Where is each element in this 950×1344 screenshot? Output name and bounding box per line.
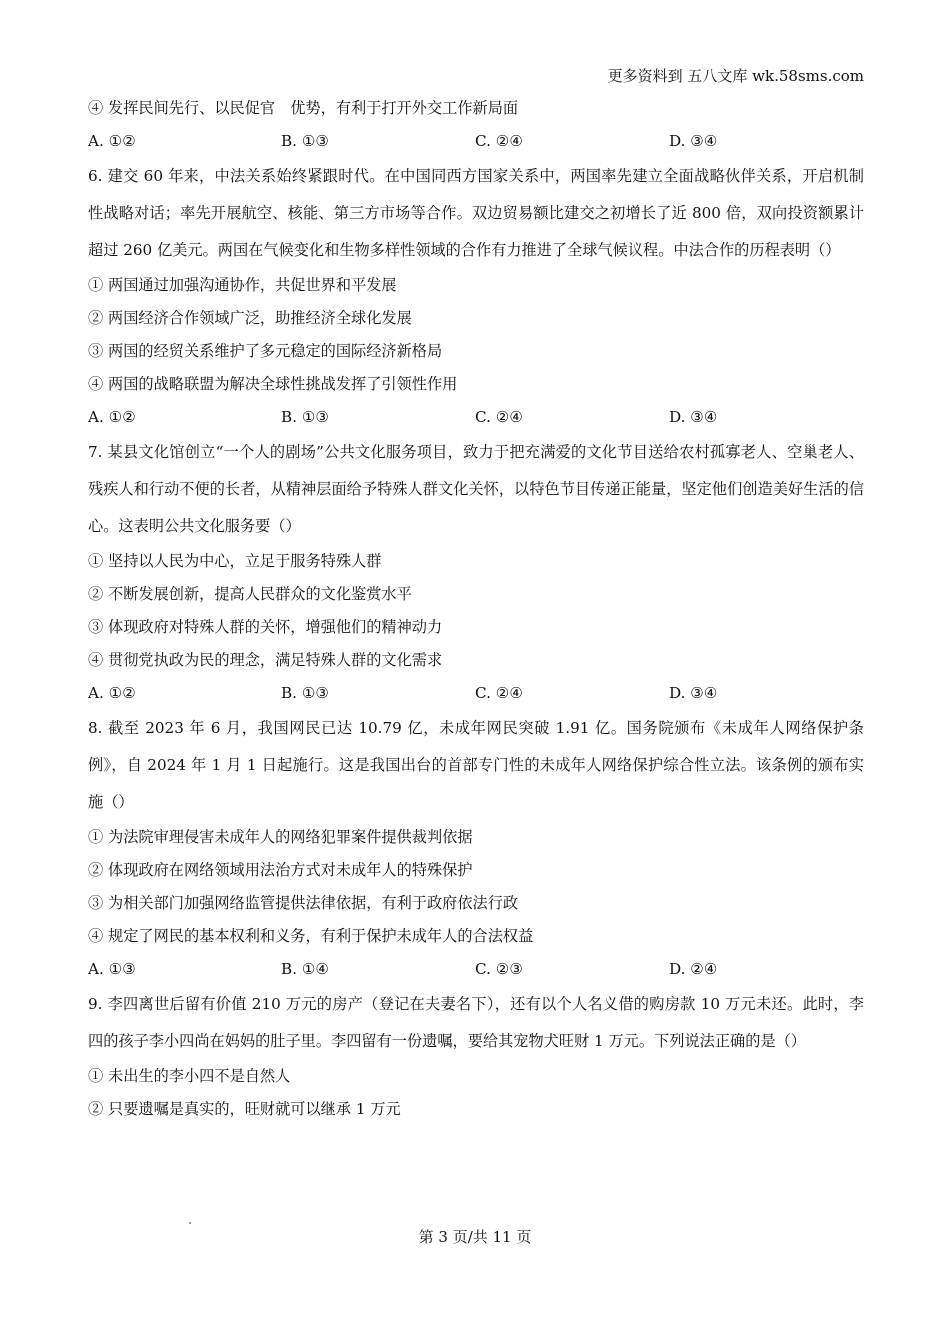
choice-d: D. ③④ [669,132,718,150]
choice-c: C. ②③ [475,960,523,978]
question-9-stem: 9. 李四离世后留有价值 210 万元的房产（登记在夫妻名下），还有以个人名义借的购房款 10 万元未还。此时，李四的孩子李小四尚在妈妈的肚子里。李四留有一份遗嘱，要给其宠物犬旺财 1 万元。下列说法正确的是（） [88,995,864,1050]
choice-b: B. ①③ [281,408,330,426]
question-7-choices [88,677,864,710]
stray-dot [189,1222,191,1224]
question-6-option-3: ③ 两国的经贸关系维护了多元稳定的国际经济新格局 [88,342,443,360]
choice-b: B. ①③ [281,132,330,150]
question-7-stem: 7. 某县文化馆创立“一个人的剧场”公共文化服务项目，致力于把充满爱的文化节目送给农村孤寡老人、空巢老人、残疾人和行动不便的长者，从精神层面给予特殊人群文化关怀，以特色节目传递正能量，坚定他们创造美好生活的信心。这表明公共文化服务要（） [88,443,864,535]
choice-d: D. ③④ [669,408,718,426]
choice-c: C. ②④ [475,132,523,150]
choice-d: D. ②④ [669,960,718,978]
choice-d: D. ③④ [669,684,718,702]
question-7-option-3: ③ 体现政府对特殊人群的关怀，增强他们的精神动力 [88,618,443,636]
question-6-option-4: ④ 两国的战略联盟为解决全球性挑战发挥了引领性作用 [88,375,458,393]
question-7-option-1: ① 坚持以人民为中心，立足于服务特殊人群 [88,552,382,570]
question-8-stem: 8. 截至 2023 年 6 月，我国网民已达 10.79 亿，未成年网民突破 1.91 亿。国务院颁布《未成年人网络保护条例》，自 2024 年 1 月 1 日起施行。这是我国出台的首部专门性的未成年人网络保护综合性立法。该条例的颁布实施（） [88,719,864,811]
watermark-header: 更多资料到 五八文库 wk.58sms.com [607,67,864,85]
question-8-option-3: ③ 为相关部门加强网络监管提供法律依据，有利于政府依法行政 [88,894,519,912]
choice-c: C. ②④ [475,408,523,426]
question-7-option-2: ② 不断发展创新，提高人民群众的文化鉴赏水平 [88,585,412,603]
choice-a: A. ①② [88,132,136,150]
option-line: ④ 发挥民间先行、以民促官 优势，有利于打开外交工作新局面 [88,99,519,117]
choice-a: A. ①② [88,408,136,426]
question-6-option-2: ② 两国经济合作领域广泛，助推经济全球化发展 [88,309,412,327]
page-number-footer: 第 3 页/共 11 页 [418,1228,532,1246]
question-8-option-4: ④ 规定了网民的基本权利和义务，有利于保护未成年人的合法权益 [88,927,534,945]
page-content [88,92,864,1126]
question-6-option-1: ① 两国通过加强沟通协作，共促世界和平发展 [88,276,397,294]
question-6-stem: 6. 建交 60 年来，中法关系始终紧跟时代。在中国同西方国家关系中，两国率先建立全面战略伙伴关系，开启机制性战略对话；率先开展航空、核能、第三方市场等合作。双边贸易额比建交之初增长了近 800 倍，双向投资额累计超过 260 亿美元。两国在气候变化和生物多样性领域的合作有力推进了全球气候议程。中法合作的历程表明（） [88,167,864,259]
answer-choices-row [88,125,864,158]
question-8-option-1: ① 为法院审理侵害未成年人的网络犯罪案件提供裁判依据 [88,828,473,846]
question-8-option-2: ② 体现政府在网络领域用法治方式对未成年人的特殊保护 [88,861,473,879]
choice-a: A. ①② [88,684,136,702]
choice-a: A. ①③ [88,960,136,978]
question-7-option-4: ④ 贯彻党执政为民的理念，满足特殊人群的文化需求 [88,651,443,669]
choice-b: B. ①④ [281,960,330,978]
question-6-choices [88,401,864,434]
choice-c: C. ②④ [475,684,523,702]
question-9-option-1: ① 未出生的李小四不是自然人 [88,1067,291,1085]
choice-b: B. ①③ [281,684,330,702]
question-9-option-2: ② 只要遗嘱是真实的，旺财就可以继承 1 万元 [88,1100,401,1118]
question-8-choices [88,953,864,986]
